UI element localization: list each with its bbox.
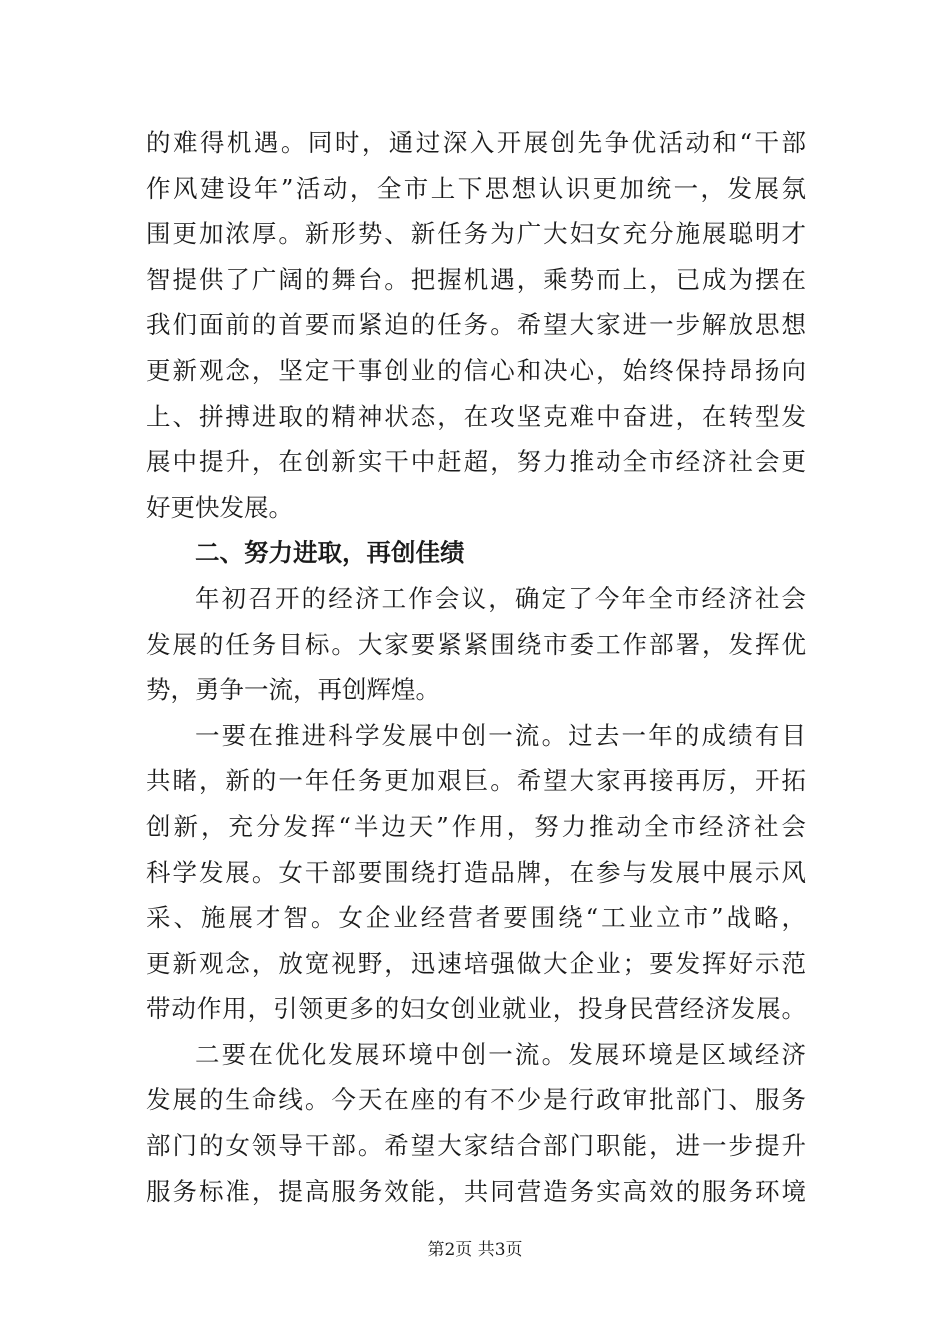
text-line: 科学发展。女干部要围绕打造品牌，在参与发展中展示风 xyxy=(146,857,806,887)
text-line: 围更加浓厚。新形势、新任务为广大妇女充分施展聪明才 xyxy=(146,219,806,249)
text-line: 更新观念，坚定干事创业的信心和决心，始终保持昂扬向 xyxy=(146,355,806,385)
text-line: 上、拼搏进取的精神状态，在攻坚克难中奋进，在转型发 xyxy=(146,401,806,431)
document-body xyxy=(146,120,806,1214)
text-line: 我们面前的首要而紧迫的任务。希望大家进一步解放思想 xyxy=(146,310,806,340)
text-line: 好更快发展。 xyxy=(146,492,293,522)
text-line: 创新，充分发挥“半边天”作用，努力推动全市经济社会 xyxy=(146,811,806,841)
text-line: 带动作用，引领更多的妇女创业就业，投身民营经济发展。 xyxy=(146,994,806,1024)
text-line: 势，勇争一流，再创辉煌。 xyxy=(146,675,440,705)
text-line: 年初召开的经济工作会议，确定了今年全市经济社会 xyxy=(195,583,806,613)
text-line: 部门的女领导干部。希望大家结合部门职能，进一步提升 xyxy=(146,1131,806,1161)
text-line: 发展的任务目标。大家要紧紧围绕市委工作部署，发挥优 xyxy=(146,629,806,659)
page-number-footer: 第2页 共3页 xyxy=(427,1240,523,1260)
section-heading: 二、努力进取，再创佳绩 xyxy=(195,538,465,568)
text-line: 的难得机遇。同时，通过深入开展创先争优活动和“干部 xyxy=(146,128,806,157)
text-line: 展中提升，在创新实干中赶超，努力推动全市经济社会更 xyxy=(146,447,806,477)
text-line: 采、施展才智。女企业经营者要围绕“工业立市”战略， xyxy=(146,903,806,933)
text-line: 智提供了广阔的舞台。把握机遇，乘势而上，已成为摆在 xyxy=(146,264,806,294)
text-line: 共睹，新的一年任务更加艰巨。希望大家再接再厉，开拓 xyxy=(146,766,806,796)
text-line: 服务标准，提高服务效能，共同营造务实高效的服务环境 xyxy=(146,1176,806,1206)
text-line: 作风建设年”活动，全市上下思想认识更加统一，发展氛 xyxy=(146,173,806,203)
text-line: 更新观念，放宽视野，迅速培强做大企业；要发挥好示范 xyxy=(146,948,806,978)
text-line: 一要在推进科学发展中创一流。过去一年的成绩有目 xyxy=(195,720,806,750)
text-line: 二要在优化发展环境中创一流。发展环境是区域经济 xyxy=(195,1039,806,1069)
text-line: 发展的生命线。今天在座的有不少是行政审批部门、服务 xyxy=(146,1085,806,1115)
